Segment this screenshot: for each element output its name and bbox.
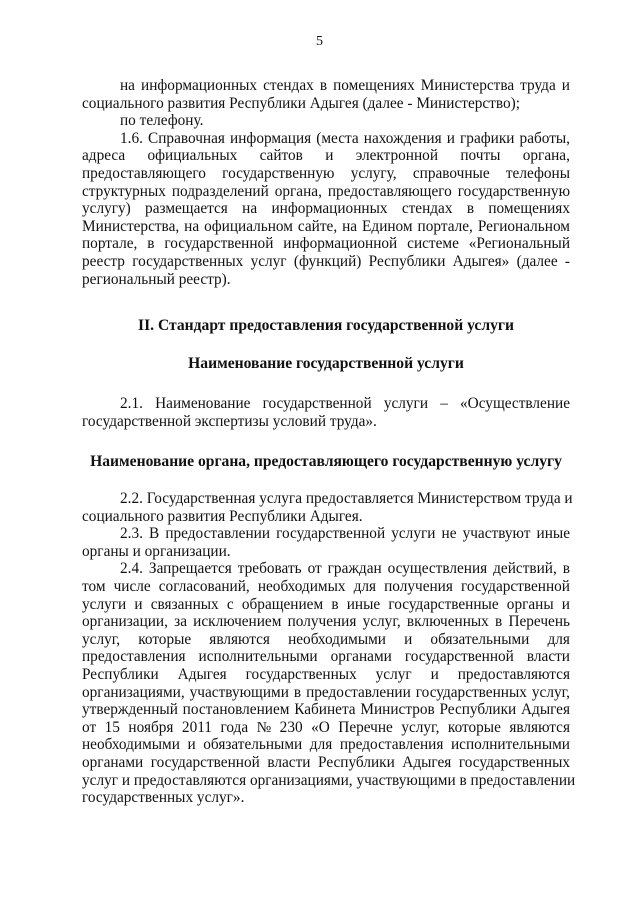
page-number: 5 [316,34,323,49]
text-line: социального развития Республики Адыгея (далее - Министерство); [82,94,520,112]
text-line: реестр государственных услуг (функций) Республики Адыгея» (далее - [82,252,570,270]
text-line [82,631,570,649]
word: почты [460,147,501,165]
text-line [82,147,570,165]
word: которые [138,630,192,648]
word: необходимыми [288,630,386,648]
text-line: утвержденный постановлением Кабинета Министров Республики Адыгея [82,701,570,719]
text-line: том числе согласований, необходимых для получения государственной [82,577,570,595]
text-line: 2.2. Государственная услуга предоставляется Министерством труда и [120,490,573,507]
word: предоставляющего [82,164,206,182]
word: Адыгея [177,665,227,683]
word: услугу, [350,164,397,182]
word: электронной [355,147,439,165]
text-line: на информационных стендах в помещениях Министерства труда и [120,77,570,94]
text-line: портале, в государственной информационной системе «Региональный [82,235,570,253]
word: сайтов [259,147,303,165]
word: государственную [222,164,335,182]
word: для [547,630,570,648]
text-line: государственных услуг». [82,789,245,807]
text-line: органы и организации. [82,542,231,560]
text-line: организации, за исключением получения услуг, включенных в Перечень [82,613,570,631]
word: и [404,630,413,648]
word: услуг, [82,630,121,648]
text-line: услуг и предоставляются организациями, участвующими в предоставлении [82,771,576,789]
paragraph-block-3 [82,490,576,807]
word: предоставляются [457,665,570,683]
text-line: органами государственной власти Республики Адыгея государственных [82,753,570,771]
subheading-service-name: Наименование государственной услуги [188,355,464,372]
text-line: от 15 ноября 2011 года № 230 «О Перечне услуг, которые являются [82,718,570,736]
word: официальных [147,147,238,165]
word: обязательными [430,630,530,648]
word: услуг [375,665,412,683]
text-line: 1.6. Справочная информация (места нахождения и графики работы, [120,129,570,147]
word: справочные [412,164,490,182]
word: органа, [522,147,570,165]
word: и [430,665,439,683]
paragraph-block-1 [82,77,570,288]
text-line: государственной экспертизы условий труда». [82,412,377,430]
section-heading: II. Стандарт предоставления государственной услуги [138,317,514,334]
text-line: 2.4. Запрещается требовать от граждан осуществления действий, в [120,560,570,578]
text-line [82,165,570,183]
word: адреса [82,147,126,165]
word: Республики [82,665,159,683]
text-line: услуги и связанных с обращением в иные государственные органы и [82,595,570,613]
text-line: 2.3. В предоставлении государственной услуги не участвуют иные [120,525,570,543]
text-line: структурных подразделений органа, предоставляющего государственную [82,182,570,200]
text-line: социального развития Республики Адыгея. [82,507,363,525]
text-line: предоставления исполнительными органами государственной власти [82,648,570,666]
text-line [82,666,570,684]
word: телефоны [505,164,570,182]
word: являются [209,630,270,648]
paragraph-block-2 [82,395,570,430]
text-line: необходимыми и обязательными для предоставления исполнительными [82,736,570,754]
word: государственных [245,665,357,683]
text-line: услугу) размещается на информационных стендах в помещениях [82,200,570,218]
word: и [325,147,334,165]
text-line: по телефону. [120,112,204,130]
subheading-providing-organ: Наименование органа, предоставляющего государственную услугу [90,453,562,470]
text-line: 2.1. Наименование государственной услуги – «Осуществление [120,395,570,412]
text-line: организациями, участвующими в предоставлении государственных услуг, [82,683,570,701]
text-line: Министерства, на официальном сайте, на Едином портале, Региональном [82,217,570,235]
text-line: региональный реестр). [82,270,231,288]
